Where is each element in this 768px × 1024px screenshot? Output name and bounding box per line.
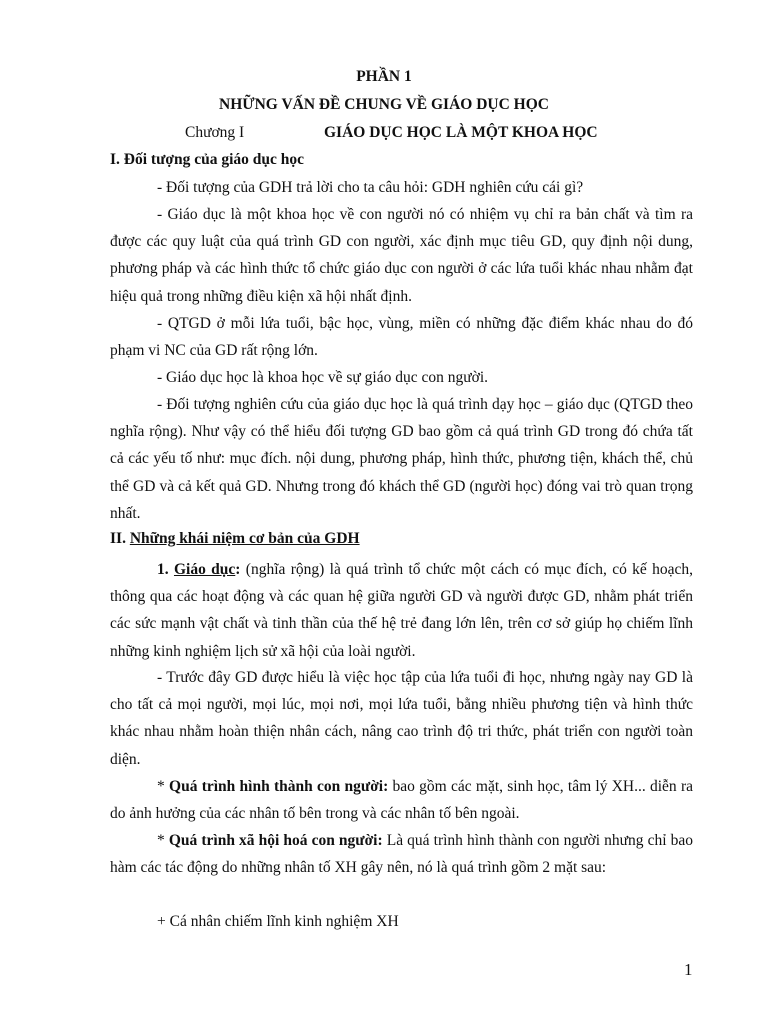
section-1-paragraph: - Giáo dục là một khoa học về con người nó có nhiệm vụ chỉ ra bản chất và tìm ra được các quy luật của quá trình GD con người, xác định mục tiêu GD, quy định nội dung, phương pháp và các hình thức tổ chức giáo dục con người ở các lứa tuổi khác nhau nhằm đạt hiệu quả trong những điều kiện xã hội nhất định.	[110, 206, 693, 305]
section-1-paragraph: - Đối tượng nghiên cứu của giáo dục học là quá trình dạy học – giáo dục (QTGD theo nghĩa rộng). Như vậy có thể hiểu đối tượng GD bao gồm cả quá trình GD trong đó chứa tất cả các yếu tố như: mục đích. nội dung, phương pháp, hình thức, phương tiện, khách thể, chủ thể GD và cả kết quả GD. Nhưng trong đó khách thể GD (người học) đóng vai trò quan trọng nhất.	[110, 396, 693, 522]
section-1-heading: I. Đối tượng của giáo dục học	[110, 151, 304, 168]
formation-paragraph	[110, 773, 693, 827]
section-1-paragraph: - Đối tượng của GDH trả lời cho ta câu hỏi: GDH nghiên cứu cái gì?	[157, 179, 584, 196]
section-2-number: II.	[110, 530, 126, 547]
section-2-heading	[110, 530, 360, 548]
socialization-paragraph	[110, 827, 693, 881]
section-2-title: Những khái niệm cơ bản của GDH	[129, 530, 360, 547]
item-number: 1.	[157, 561, 169, 578]
chapter-title: GIÁO DỤC HỌC LÀ MỘT KHOA HỌC	[324, 124, 598, 141]
term-socialization-text: Là quá trình hình thành con người nhưng chỉ bao hàm các tác động do những nhân tố XH gây nên, nó là quá trình gồm 2 mặt sau:	[110, 832, 694, 877]
term-formation: Quá trình hình thành con người:	[169, 778, 389, 795]
term-socialization: Quá trình xã hội hoá con người:	[168, 832, 383, 849]
page-number: 1	[684, 960, 693, 979]
concept-education-paragraph	[110, 556, 693, 665]
bullet-star: *	[157, 778, 170, 795]
part-title: NHỮNG VẤN ĐỀ CHUNG VỀ GIÁO DỤC HỌC	[219, 96, 549, 113]
term-giao-duc: Giáo dục	[173, 561, 236, 578]
section-1-paragraph: - Giáo dục học là khoa học về sự giáo dục con người.	[157, 369, 489, 386]
section-2-paragraph: + Cá nhân chiếm lĩnh kinh nghiệm XH	[157, 913, 399, 930]
section-1-paragraph: - QTGD ở mỗi lứa tuổi, bậc học, vùng, miền có những đặc điểm khác nhau do đó phạm vi NC của GD rất rộng lớn.	[110, 315, 693, 360]
part-heading: PHẦN 1	[356, 68, 412, 85]
section-2-paragraph: - Trước đây GD được hiểu là việc học tập của lứa tuổi đi học, nhưng ngày nay GD là cho tất cả mọi người, mọi lúc, mọi nơi, mọi lứa tuổi, bằng nhiều phương tiện và hình thức khác nhau nhằm hoàn thiện nhân cách, nâng cao trình độ tri thức, phát triển con người toàn diện.	[110, 669, 693, 768]
term-definition: (nghĩa rộng) là quá trình tổ chức một cách có mục đích, có kế hoạch, thông qua các hoạt động và các quan hệ giữa người GD và người được GD, nhằm phát triển các sức mạnh vật chất và tinh thần của thế hệ trẻ đang lớn lên, trên cơ sở giúp họ chiếm lĩnh những kinh nghiệm lịch sử xã hội của loài người.	[110, 561, 694, 660]
chapter-label: Chương I	[185, 124, 245, 141]
term-colon: :	[235, 561, 241, 578]
bullet-star: *	[157, 832, 169, 849]
term-formation-text: bao gồm các mặt, sinh học, tâm lý XH... diễn ra do ảnh hưởng của các nhân tố bên trong và các nhân tố bên ngoài.	[110, 778, 693, 823]
